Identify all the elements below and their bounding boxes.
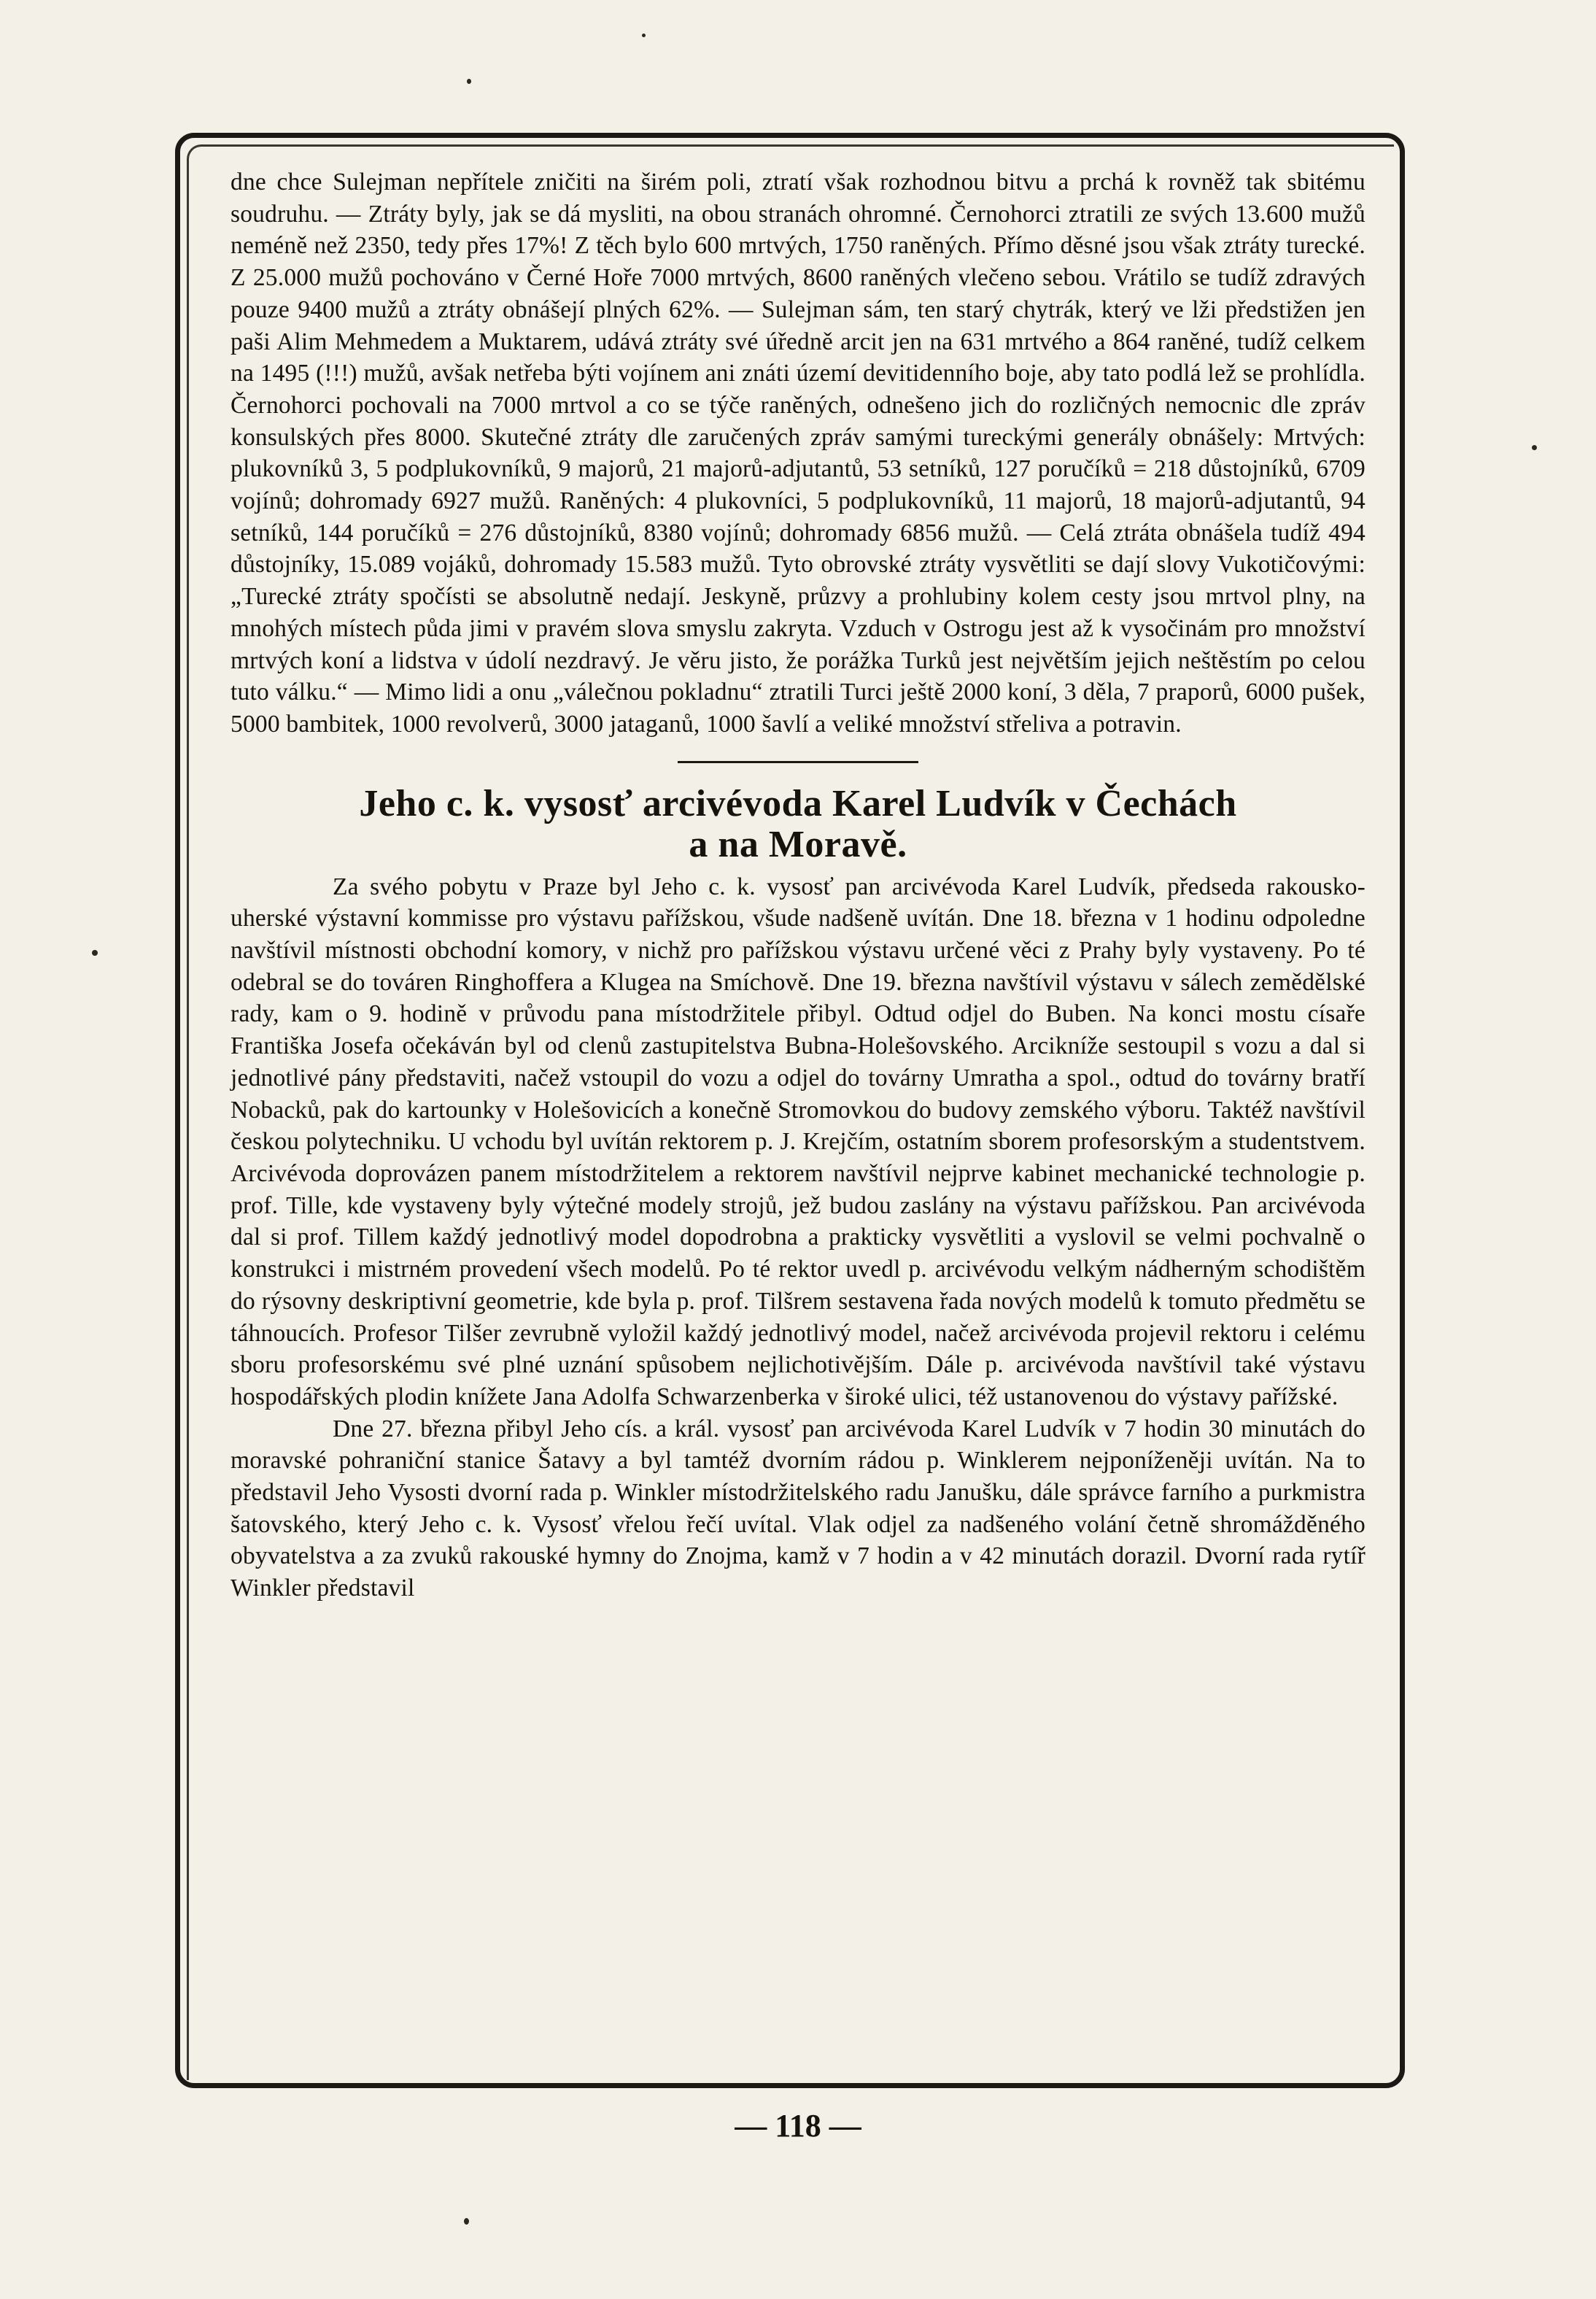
paragraph-prague-visit: Za svého pobytu v Praze byl Jeho c. k. vysosť pan arcivévoda Karel Ludvík, předseda rakousko-uherské výstavní kommisse pro výstavu pařížskou, všude nadšeně uvítán. Dne 18. března v 1 hodinu odpoledne navštívil místnosti obchodní komory, v nichž pro pařížskou výstavu určené věci z Prahy byly vystaveny. Po té odebral se do továren Ringhoffera a Klugea na Smíchově. Dne 19. března navštívil výstavu v sálech zemědělské rady, kam o 9. hodině v průvodu pana místodržitele přibyl. Odtud odjel do Buben. Na konci mostu císaře Františka Josefa očekáván byl od clenů zastupitelstva Bubna-Holešovského. Arcikníže sestoupil s vozu a dal si jednotlivé pány představiti, načež vstoupil do vozu a odjel do továrny Umratha a spol., odtud do továrny bratří Nobacků, pak do kartounky v Holešovicích a konečně Stromovkou do budovy zemského výboru. Taktéž navštívil českou polytechniku. U vchodu byl uvítán rektorem p. J. Krejčím, ostatním sborem profesorským a studentstvem. Arcivévoda doprovázen panem místodržitelem a rektorem navštívil nejprve kabinet mechanické technologie p. prof. Tille, kde vystaveny byly výtečné modely strojů, jež budou zaslány na výstavu pařížskou. Pan arcivévoda dal si prof. Tillem každý jednotlivý model dopodrobna a prakticky vysvětliti a vyslovil se velmi pochvalně o konstrukci i mistrném provedení všech modelů. Po té rektor uvedl p. arcivévodu velkým nádherným schodištěm do rýsovny deskriptivní geometrie, kde byla p. prof. Tilšrem sestavena řada nových modelů k tomuto předmětu se táhnoucích. Profesor Tilšer zevrubně vyložil každý jednotlivý model, načež arcivévoda projevil rektoru i celému sboru profesorskému své plné uznání spůsobem nejlichotivějším. Dále p. arcivévoda navštívil také výstavu hospodářských plodin knížete Jana Adolfa Schwarzenberka v široké ulici, též ustanovenou do výstavy pařížské. — [231, 873, 1365, 1410]
scan-speck — [642, 34, 646, 37]
page-number: — 118 — — [735, 2108, 861, 2144]
scan-speck — [92, 950, 98, 956]
scan-speck — [467, 79, 471, 84]
scan-speck — [1532, 445, 1537, 450]
section-divider — [678, 761, 918, 763]
article-title — [231, 784, 1365, 865]
scan-speck — [464, 2218, 469, 2225]
paragraph-moravia-visit: Dne 27. března přibyl Jeho cís. a král. vysosť pan arcivévoda Karel Ludvík v 7 hodin 30 minutách do moravské pohraniční stanice Šatavy a byl tamtéž dvorním rádou p. Winklerem nejponíženěji uvítán. Na to představil Jeho Vysosti dvorní rada p. Winkler místodržitelského radu Janušku, dále správce farního a purkmistra šatovského, který Jeho c. k. Vysosť vřelou řečí uvítal. Vlak odjel za nadšeného volání četně shromážděného obyvatelstva a za zvuků rakouské hymny do Znojma, kamž v 7 hodin a v 42 minutách dorazil. Dvorní rada rytíř Winkler představil — [231, 1415, 1365, 1602]
article-title-line-2: a na Moravě. — [689, 823, 907, 865]
page-content — [231, 166, 1365, 1604]
article-title-line-1: Jeho c. k. vysosť arcivévoda Karel Ludvík v Čechách — [359, 782, 1237, 824]
paragraph-montenegro-losses: dne chce Sulejman nepřítele zničiti na širém poli, ztratí však rozhodnou bitvu a prchá k rovněž tak sbitému soudruhu. — Ztráty byly, jak se dá mysliti, na obou stranách ohromné. Černohorci ztratili ze svých 13.600 mužů neméně než 2350, tedy přes 17%! Z těch bylo 600 mrtvých, 1750 raněných. Přímo děsné jsou však ztráty turecké. Z 25.000 mužů pochováno v Černé Hoře 7000 mrtvých, 8600 raněných vlečeno sebou. Vrátilo se tudíž zdravých pouze 9400 mužů a ztráty obnášejí plných 62%. — Sulejman sám, ten starý chytrák, který ve lži předstižen jen paši Alim Mehmedem a Muktarem, udává ztráty své úředně arcit jen na 631 mrtvého a 864 raněné, tudíž celkem na 1495 (!!!) mužů, avšak netřeba býti vojínem ani znáti území devitidenního boje, aby tato podlá lež se prohlídla. Černohorci pochovali na 7000 mrtvol a co se týče raněných, odnešeno jich do rozličných nemocnic dle zpráv konsulských přes 8000. Skutečné ztráty dle zaručených zpráv samými tureckými generály obnášely: Mrtvých: plukovníků 3, 5 podplukovníků, 9 majorů, 21 majorů-adjutantů, 53 setníků, 127 poručíků = 218 důstojníků, 6709 vojínů; dohromady 6927 mužů. Raněných: 4 plukovníci, 5 podplukovníků, 11 majorů, 18 majorů-adjutantů, 94 setníků, 144 poručíků = 276 důstojníků, 8380 vojínů; dohromady 6856 mužů. — Celá ztráta obnášela tudíž 494 důstojníky, 15.089 vojáků, dohromady 15.583 mužů. Tyto obrovské ztráty vysvětliti se dají slovy Vukotičovými: „Turecké ztráty spočísti se absolutně nedají. Jeskyně, průzvy a prohlubiny kolem cesty jsou mrtvol plny, na mnohých místech půda jimi v pravém slova smyslu zakryta. Vzduch v Ostrogu jest až k vysočinám pro množství mrtvých koní a lidstva v údolí nezdravý. Je věru jisto, že porážka Turků jest největším jejich neštěstím po celou tuto válku.“ — Mimo lidi a onu „válečnou pokladnu“ ztratili Turci ještě 2000 koní, 3 děla, 7 praporů, 6000 pušek, 5000 bambitek, 1000 revolverů, 3000 jataganů, 1000 šavlí a veliké množství střeliva a potravin. — [231, 169, 1365, 738]
